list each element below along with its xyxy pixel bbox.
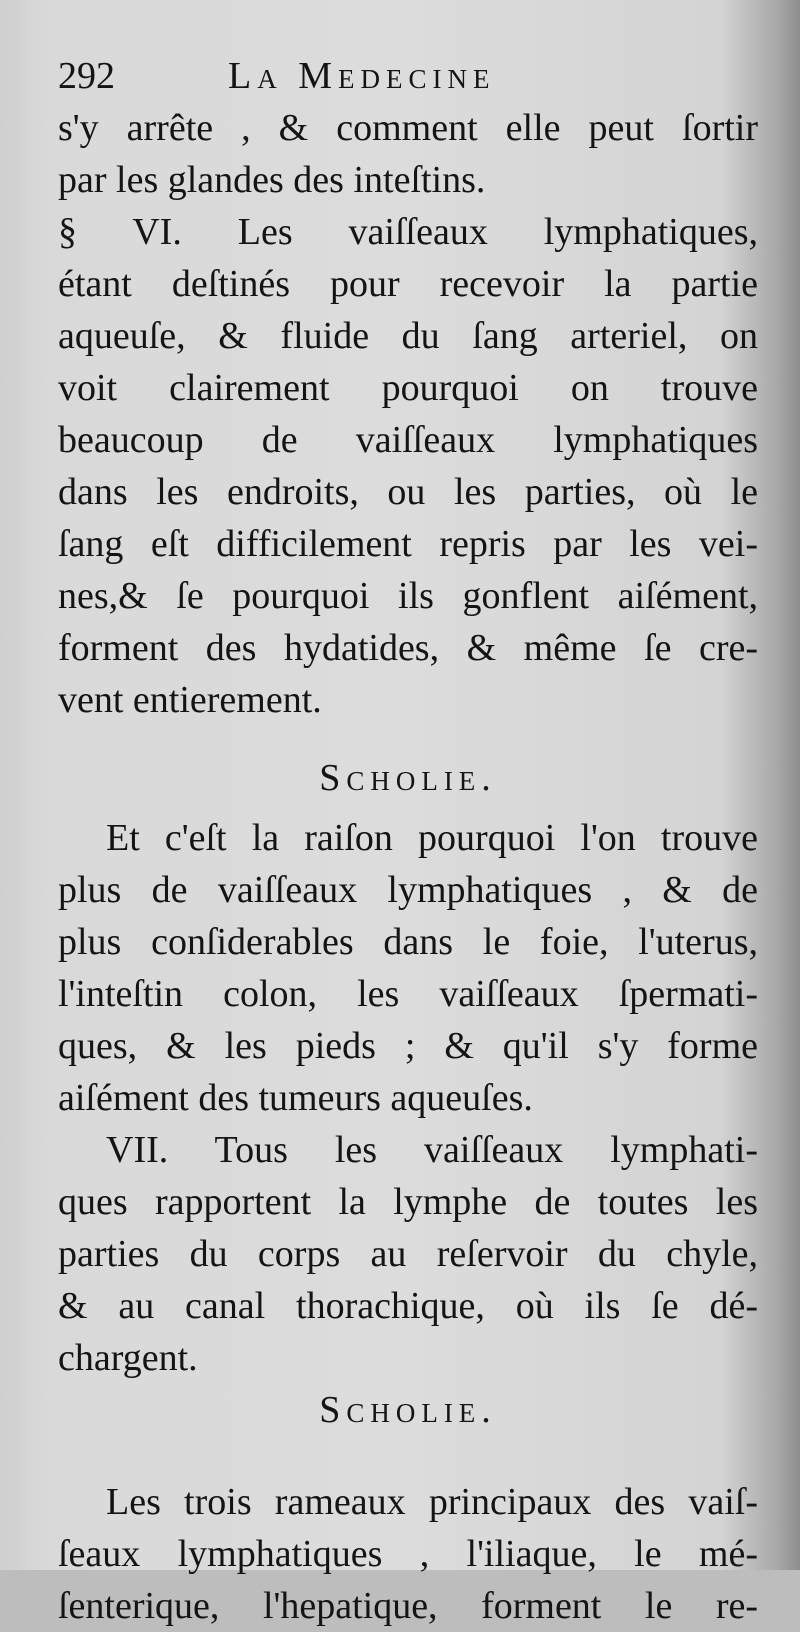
text-line: voit clairement pourquoi on trouve bbox=[58, 367, 758, 409]
text-line: forment des hydatides, & même ſe cre- bbox=[58, 627, 758, 669]
text-line: par les glandes des inteſtins. bbox=[58, 159, 486, 201]
paragraph-section-vii bbox=[58, 1124, 758, 1384]
text-line: ſenterique, l'hepatique, forment le re- bbox=[58, 1585, 758, 1627]
text-line: vent entierement. bbox=[58, 679, 322, 721]
text-line: ques rapportent la lymphe de toutes les bbox=[58, 1181, 758, 1223]
text-line: & au canal thorachique, où ils ſe dé- bbox=[58, 1285, 758, 1327]
text-line: nes,& ſe pourquoi ils gonflent aiſément, bbox=[58, 575, 758, 617]
text-line: chargent. bbox=[58, 1337, 198, 1379]
section-heading-scholie: Scholie. bbox=[319, 1389, 497, 1431]
running-title: La Medecine bbox=[228, 55, 496, 97]
text-line: ſeaux lymphatiques , l'iliaque, le mé- bbox=[58, 1533, 758, 1575]
paragraph-scholie-1 bbox=[58, 812, 758, 1124]
text-line: ſang eſt difficilement repris par les vei- bbox=[58, 523, 758, 565]
section-heading-scholie: Scholie. bbox=[319, 757, 497, 799]
running-head bbox=[58, 50, 758, 102]
page-number: 292 bbox=[58, 55, 115, 97]
text-line: étant deſtinés pour recevoir la partie bbox=[58, 263, 758, 305]
text-line: beaucoup de vaiſſeaux lymphatiques bbox=[58, 419, 758, 461]
paragraph-section-vi bbox=[58, 206, 758, 726]
text-line: Les trois rameaux principaux des vaiſ- bbox=[106, 1481, 758, 1523]
paragraph-scholie-2 bbox=[58, 1476, 758, 1632]
text-line: plus conſiderables dans le foie, l'uterus, bbox=[58, 921, 758, 963]
text-line: § VI. Les vaiſſeaux lymphatiques, bbox=[58, 211, 758, 253]
text-line: dans les endroits, ou les parties, où le bbox=[58, 471, 758, 513]
text-line: ques, & les pieds ; & qu'il s'y forme bbox=[58, 1025, 758, 1067]
text-line: aiſément des tumeurs aqueuſes. bbox=[58, 1077, 533, 1119]
text-line: s'y arrête , & comment elle peut ſortir bbox=[58, 107, 758, 149]
page-text bbox=[58, 50, 758, 1632]
text-line: plus de vaiſſeaux lymphatiques , & de bbox=[58, 869, 758, 911]
text-line: parties du corps au reſervoir du chyle, bbox=[58, 1233, 758, 1275]
text-line: aqueuſe, & fluide du ſang arteriel, on bbox=[58, 315, 758, 357]
paragraph-continuation bbox=[58, 102, 758, 206]
text-line: l'inteſtin colon, les vaiſſeaux ſpermati- bbox=[58, 973, 758, 1015]
text-line: Et c'eſt la raiſon pourquoi l'on trouve bbox=[106, 817, 758, 859]
text-line: VII. Tous les vaiſſeaux lymphati- bbox=[106, 1129, 758, 1171]
